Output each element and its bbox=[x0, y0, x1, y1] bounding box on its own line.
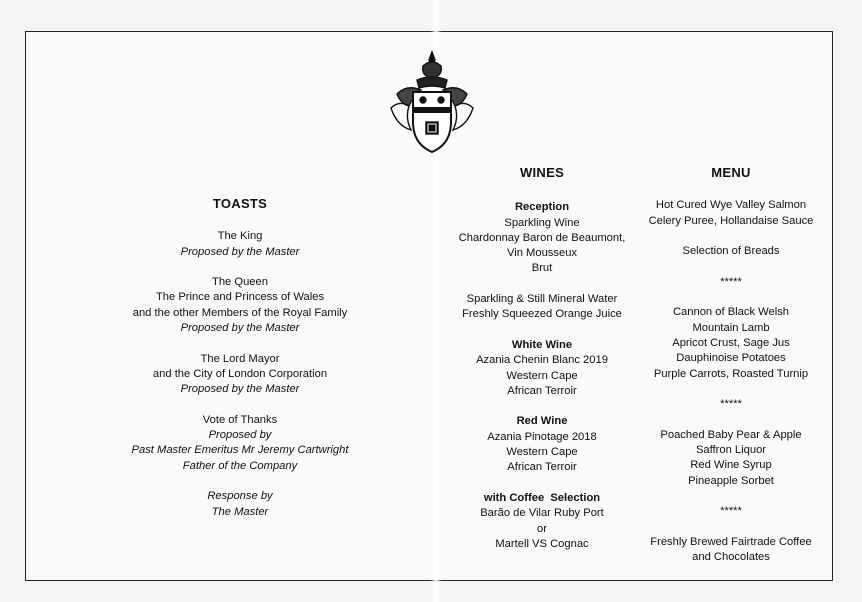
wine-item: African Terroir bbox=[507, 461, 577, 474]
toasts-heading: TOASTS bbox=[212, 196, 268, 211]
toast-line: The Queen bbox=[212, 276, 268, 289]
wine-item: or bbox=[537, 522, 547, 535]
menu-heading: MENU bbox=[711, 165, 751, 180]
menu-item: Cannon of Black Welsh bbox=[672, 306, 790, 319]
menu-item: Selection of Breads bbox=[682, 245, 780, 258]
toast-line: The Lord Mayor bbox=[200, 352, 280, 365]
menu-item: Mountain Lamb bbox=[692, 321, 770, 334]
wine-item: Barão de Vilar Ruby Port bbox=[480, 507, 604, 520]
toast-proposer: Proposed by the Master bbox=[180, 245, 300, 258]
wine-item: Western Cape bbox=[506, 446, 578, 459]
menu-item: Red Wine Syrup bbox=[690, 459, 772, 472]
toast-line: and the City of London Corporation bbox=[152, 367, 328, 380]
toast-line: The King bbox=[217, 230, 263, 243]
menu-item: Hot Cured Wye Valley Salmon bbox=[655, 199, 807, 212]
toast-proposer: Proposed by bbox=[208, 429, 272, 442]
wine-section-title: Red Wine bbox=[516, 415, 568, 428]
menu-item: Pineapple Sorbet bbox=[688, 474, 774, 487]
wine-item: Azania Pinotage 2018 bbox=[487, 430, 597, 443]
toast-response: Response by bbox=[207, 490, 273, 503]
wines-heading: WINES bbox=[519, 165, 565, 180]
wine-item: Brut bbox=[531, 262, 553, 275]
wine-item: Western Cape bbox=[506, 369, 578, 382]
menu-item: Celery Puree, Hollandaise Sauce bbox=[648, 214, 814, 227]
menu-item: Poached Baby Pear & Apple bbox=[660, 428, 802, 441]
menu-item: Saffron Liquor bbox=[695, 444, 767, 457]
wine-section-title: White Wine bbox=[511, 338, 573, 351]
menu-separator: ***** bbox=[720, 505, 742, 518]
menu-item: Freshly Brewed Fairtrade Coffee bbox=[650, 535, 812, 548]
wine-section-title: Reception bbox=[514, 201, 570, 214]
toast-proposer: Proposed by the Master bbox=[180, 383, 300, 396]
toast-response: The Master bbox=[211, 505, 269, 518]
wine-item: Sparkling Wine bbox=[504, 216, 580, 229]
toast-proposer: Father of the Company bbox=[182, 459, 298, 472]
toast-proposer: Past Master Emeritus Mr Jeremy Cartwright bbox=[131, 444, 349, 457]
menu-item: Dauphinoise Potatoes bbox=[676, 352, 786, 365]
coat-of-arms-crest-icon bbox=[387, 48, 477, 158]
wine-item: Chardonnay Baron de Beaumont, bbox=[458, 231, 626, 244]
wine-section-title: with Coffee Selection bbox=[483, 491, 601, 504]
toast-line: Vote of Thanks bbox=[202, 413, 278, 426]
menu-separator: ***** bbox=[720, 275, 742, 288]
wine-item: Vin Mousseux bbox=[506, 247, 578, 260]
wine-item: Azania Chenin Blanc 2019 bbox=[476, 354, 608, 367]
wine-item: Martell VS Cognac bbox=[495, 537, 589, 550]
wine-item: Freshly Squeezed Orange Juice bbox=[462, 308, 622, 321]
toast-line: The Prince and Princess of Wales bbox=[155, 291, 325, 304]
toast-proposer: Proposed by the Master bbox=[180, 322, 300, 335]
wine-item: African Terroir bbox=[507, 384, 577, 397]
menu-item: Apricot Crust, Sage Jus bbox=[672, 336, 790, 349]
menu-separator: ***** bbox=[720, 398, 742, 411]
toast-line: and the other Members of the Royal Family bbox=[132, 306, 348, 319]
toasts-column bbox=[95, 196, 385, 520]
menu-item: and Chocolates bbox=[692, 551, 770, 564]
menu-column bbox=[626, 165, 836, 565]
wine-item: Sparkling & Still Mineral Water bbox=[466, 293, 618, 306]
menu-item: Purple Carrots, Roasted Turnip bbox=[653, 367, 809, 380]
